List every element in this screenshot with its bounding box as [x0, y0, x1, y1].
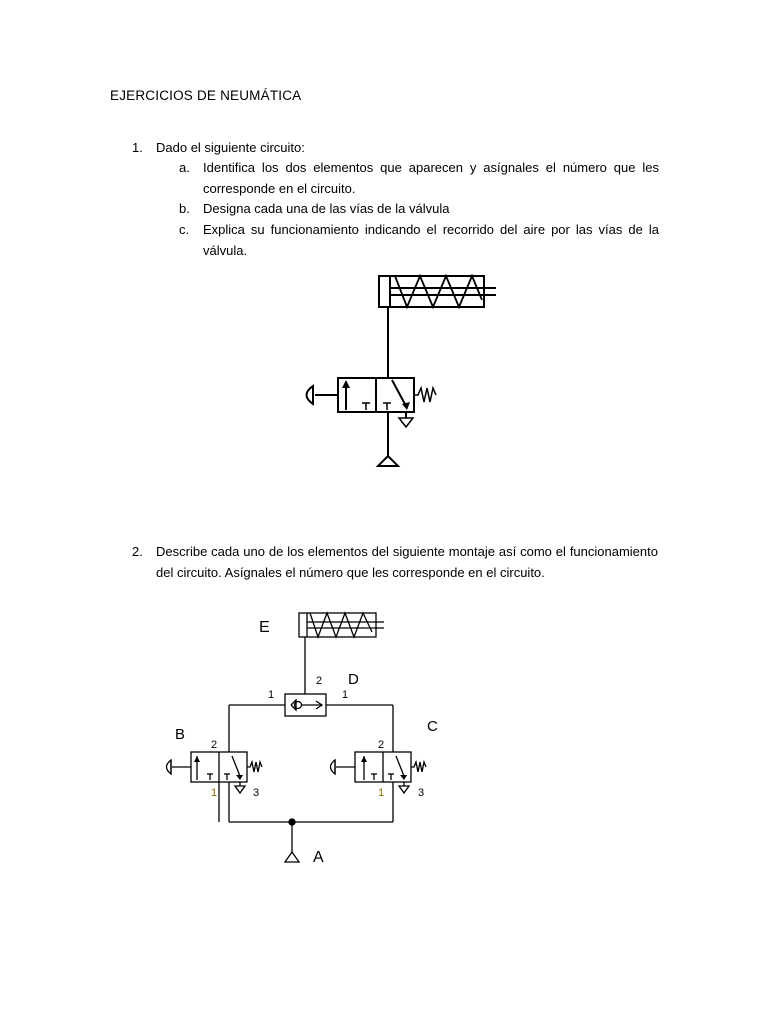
- cylinder-e: [299, 613, 384, 637]
- item-letter: a.: [179, 160, 190, 175]
- label-e: E: [259, 619, 270, 636]
- question-2-number: 2.: [132, 544, 143, 559]
- item-letter: b.: [179, 201, 190, 216]
- port-b-in: 1: [211, 787, 218, 799]
- label-c: C: [427, 718, 438, 735]
- port-d-out: 2: [316, 675, 323, 687]
- pressure-source-a-icon: [285, 852, 299, 862]
- item-text: Identifica los dos elementos que aparecen y asígnales el número que les corresponde en el circuito.: [203, 160, 659, 196]
- item-letter: c.: [179, 222, 190, 237]
- item-text: Designa cada una de las vías de la válvula: [203, 201, 450, 216]
- document-title: EJERCICIOS DE NEUMÁTICA: [110, 88, 302, 103]
- label-d: D: [348, 671, 359, 688]
- question-2-text: Describe cada uno de los elementos del siguiente montaje así como el funcionamiento del circuito. Asígnales el número que les corresponde en el circuito.: [156, 544, 658, 580]
- question-1-text: Dado el siguiente circuito:: [156, 140, 305, 155]
- label-a: A: [313, 849, 324, 866]
- port-c-in: 1: [378, 787, 385, 799]
- shuttle-valve-d: [285, 694, 326, 716]
- question-1-number: 1.: [132, 140, 143, 155]
- port-d-in-right: 1: [342, 689, 349, 701]
- item-text: Explica su funcionamiento indicando el recorrido del aire por las vías de la válvula.: [203, 222, 659, 258]
- label-b: B: [175, 726, 186, 743]
- port-c-exhaust: 3: [418, 787, 425, 799]
- port-b-exhaust: 3: [253, 787, 260, 799]
- port-b-out: 2: [211, 739, 218, 751]
- port-d-in-left: 1: [268, 689, 275, 701]
- port-c-out: 2: [378, 739, 385, 751]
